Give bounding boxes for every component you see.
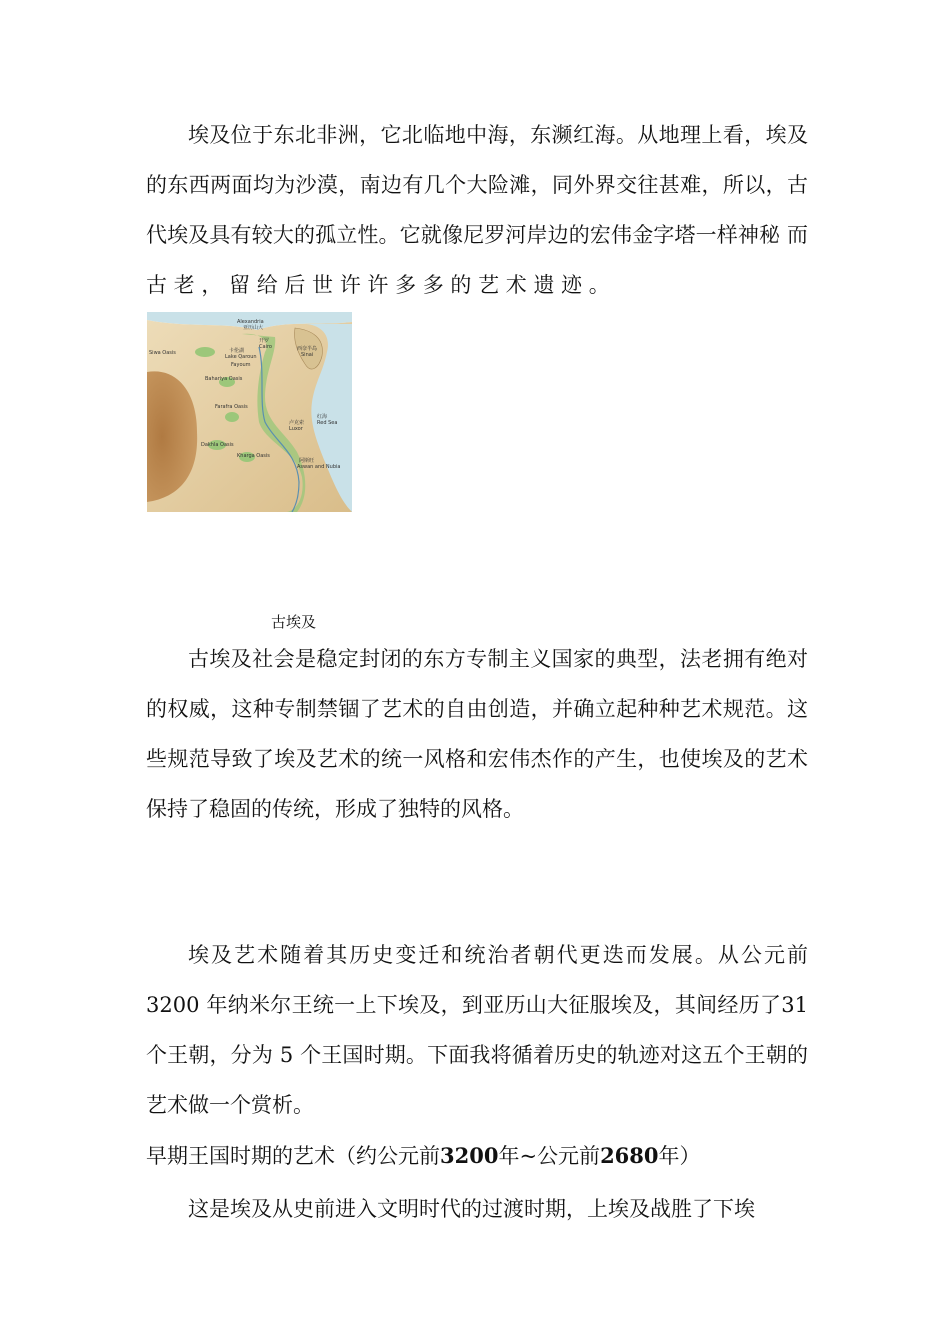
label-fayoum: Fayoum	[231, 362, 251, 368]
heading-text-3: 年）	[658, 1144, 701, 1168]
heading-text-2: 年~公元前	[498, 1144, 601, 1168]
label-qaroun-cn: 卡伦湖	[229, 348, 245, 354]
label-sinai-cn: 西奈半岛	[297, 346, 318, 352]
paragraph-early-kingdom: 这是埃及从史前进入文明时代的过渡时期，上埃及战胜了下埃	[188, 1197, 755, 1221]
farafra-oasis	[225, 412, 239, 422]
heading-text-1: 早期王国时期的艺术（约公元前	[146, 1144, 440, 1168]
ancient-egypt-map	[147, 312, 352, 512]
paragraph-egypt-history: 埃及艺术随着其历史变迁和统治者朝代更迭而发展。从公元前3200 年纳米尔王统一上下埃及，到亚历山大征服埃及，其间经历了31 个王朝，分为 5 个王国时期。下面我将循着历史的轨迹对这五个王朝的艺术做一个赏析。	[146, 943, 808, 1117]
label-redsea-cn: 红海	[317, 414, 328, 420]
label-farafra: Farafra Oasis	[215, 404, 248, 410]
paragraph-egypt-geography: 埃及位于东北非洲，它北临地中海，东濒红海。从地理上看，埃及的东西两面均为沙漠，南边有几个大险滩，同外界交往甚难，所以，古代埃及具有较大的孤立性。它就像尼罗河岸边的宏伟金字塔一样神秘 而 古 老 ， 留 给 后 世 许 许 多 多 的 艺 术 遗 迹 。	[146, 123, 808, 297]
label-cairo-cn: 开罗	[259, 338, 270, 344]
label-aswan: Aswan and Nubia	[297, 464, 341, 470]
label-qaroun: Lake Qaroun	[225, 354, 257, 360]
label-aswan-cn: 阿斯旺	[299, 458, 315, 464]
map-graphic	[147, 312, 352, 512]
heading-year-end: 2680	[600, 1143, 659, 1168]
label-alexandria-cn: 亚历山大	[243, 325, 264, 331]
label-luxor-cn: 卢克索	[289, 420, 305, 426]
label-alexandria: Alexandria	[237, 319, 264, 325]
label-cairo: Cairo	[259, 344, 272, 350]
map-caption: 古埃及	[271, 613, 317, 631]
label-bahariya: Bahariya Oasis	[205, 376, 243, 382]
siwa-oasis	[195, 347, 215, 357]
label-luxor: Luxor	[289, 426, 303, 432]
section-heading-early-kingdom	[146, 1136, 701, 1176]
label-siwa: Siwa Oasis	[149, 350, 176, 356]
label-dakhla: Dakhla Oasis	[201, 442, 234, 448]
paragraph-egypt-society: 古埃及社会是稳定封闭的东方专制主义国家的典型，法老拥有绝对的权威，这种专制禁锢了艺术的自由创造，并确立起种种艺术规范。这些规范导致了埃及艺术的统一风格和宏伟杰作的产生，也使埃及的艺术保持了稳固的传统，形成了独特的风格。	[146, 647, 808, 821]
heading-year-start: 3200	[440, 1143, 499, 1168]
label-sinai: Sinai	[301, 352, 314, 358]
label-redsea: Red Sea	[317, 420, 338, 426]
label-kharga: Kharga Oasis	[237, 453, 270, 459]
